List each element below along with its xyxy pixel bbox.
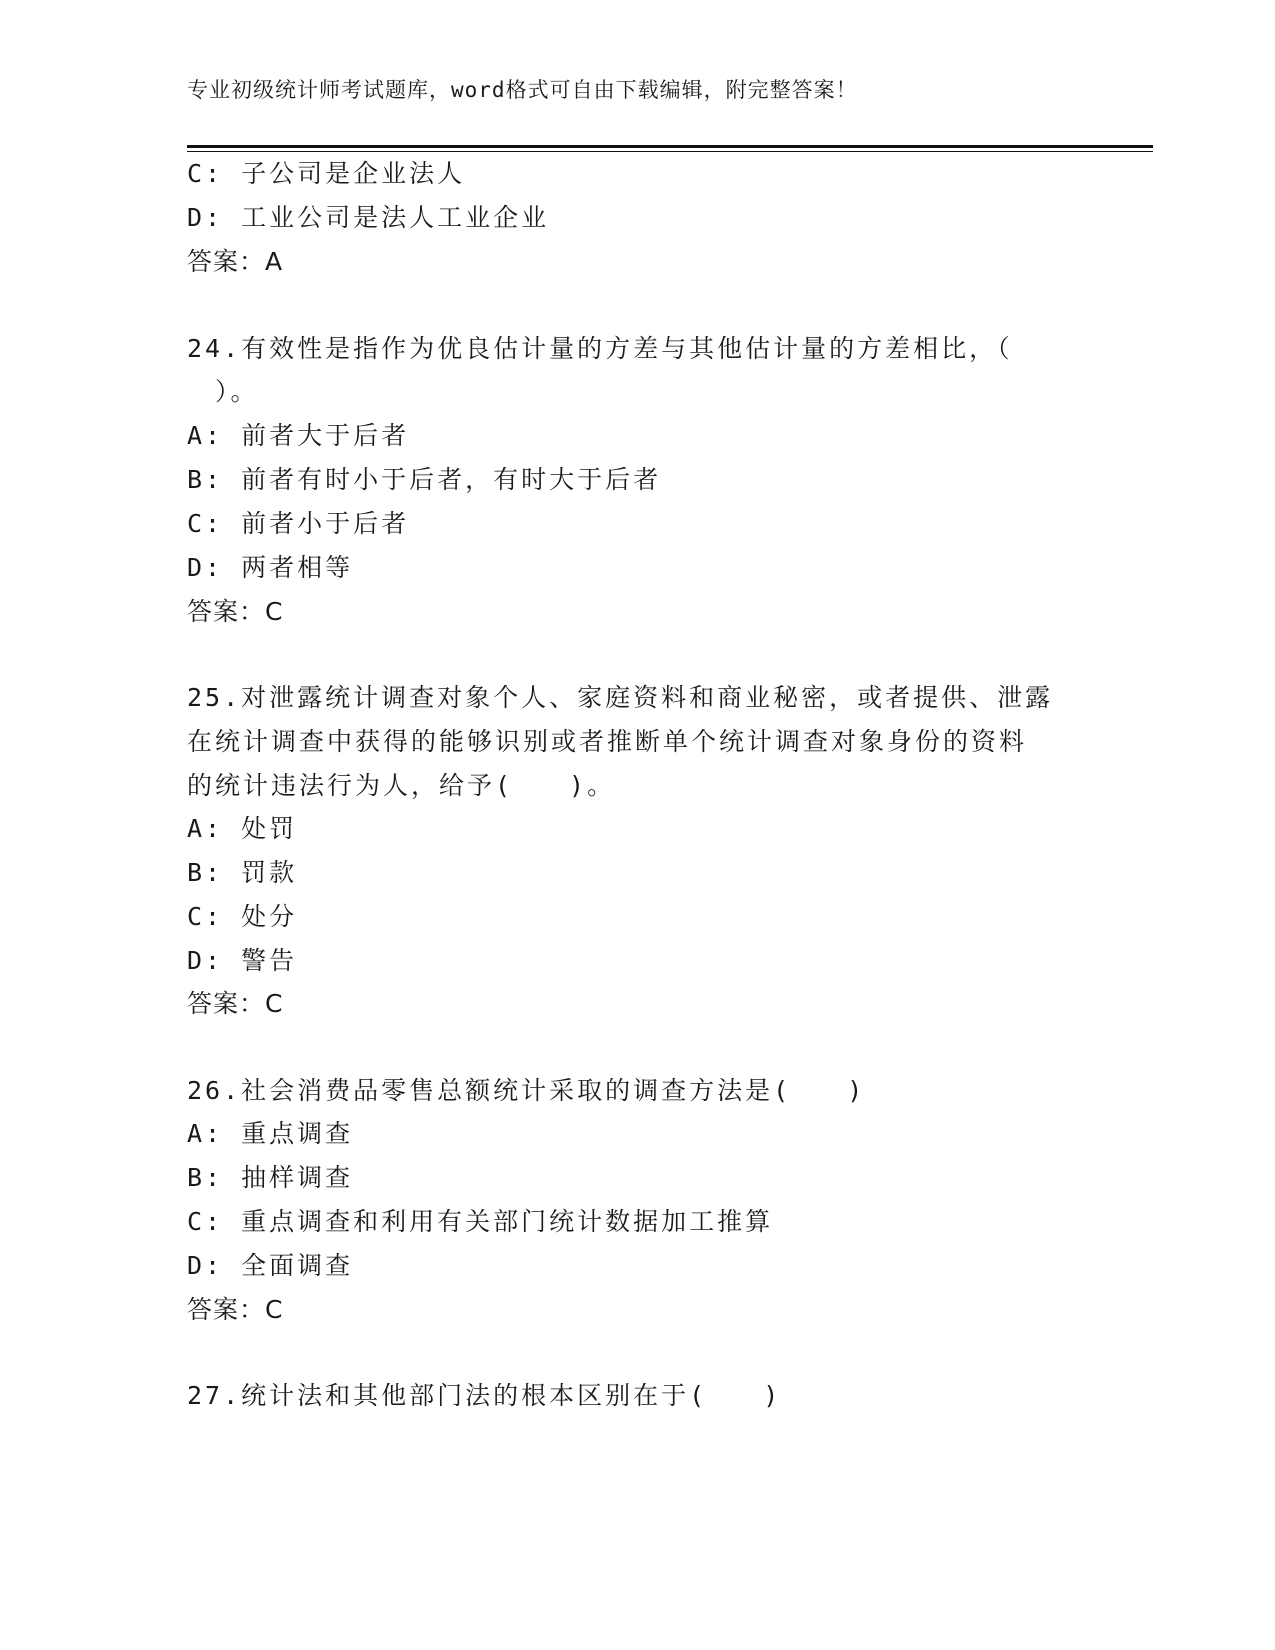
- question-24-option-a: A: 前者大于后者: [187, 421, 410, 450]
- question-24-stem-line-1: 24.有效性是指作为优良估计量的方差与其他估计量的方差相比，（: [187, 334, 1013, 363]
- question-26-option-b: B: 抽样调查: [187, 1163, 354, 1192]
- answer: 答案：A: [187, 247, 284, 276]
- question-25-option-a: A: 处罚: [187, 814, 298, 843]
- question-26-stem-line-1: 26.社会消费品零售总额统计采取的调查方法是( ): [187, 1076, 866, 1105]
- question-27-stem-line-1: 27.统计法和其他部门法的根本区别在于( ): [187, 1381, 782, 1410]
- question-26-option-a: A: 重点调查: [187, 1119, 354, 1148]
- header-rule-thin: [187, 151, 1153, 152]
- question-25-option-d: D: 警告: [187, 946, 298, 975]
- question-25-stem-line-1: 25.对泄露统计调查对象个人、家庭资料和商业秘密，或者提供、泄露: [187, 683, 1054, 712]
- question-25-stem-line-3: 的统计违法行为人，给予( )。: [187, 771, 616, 800]
- page-header: 专业初级统计师考试题库，word格式可自由下载编辑，附完整答案！: [187, 78, 858, 102]
- question-25-option-b: B: 罚款: [187, 858, 298, 887]
- question-24-option-b: B: 前者有时小于后者，有时大于后者: [187, 465, 662, 494]
- question-24-stem-line-2: ）。: [215, 377, 259, 406]
- header-rule-thick: [187, 145, 1153, 148]
- option-d: D: 工业公司是法人工业企业: [187, 203, 550, 232]
- question-24-option-c: C: 前者小于后者: [187, 509, 410, 538]
- question-25-answer: 答案：C: [187, 989, 284, 1018]
- question-25-stem-line-2: 在统计调查中获得的能够识别或者推断单个统计调查对象身份的资料: [187, 727, 1028, 756]
- option-c: C: 子公司是企业法人: [187, 159, 466, 188]
- question-24-answer: 答案：C: [187, 597, 284, 626]
- question-26-option-d: D: 全面调查: [187, 1251, 354, 1280]
- question-26-option-c: C: 重点调查和利用有关部门统计数据加工推算: [187, 1207, 774, 1236]
- question-25-option-c: C: 处分: [187, 902, 298, 931]
- question-26-answer: 答案：C: [187, 1295, 284, 1324]
- question-24-option-d: D: 两者相等: [187, 553, 354, 582]
